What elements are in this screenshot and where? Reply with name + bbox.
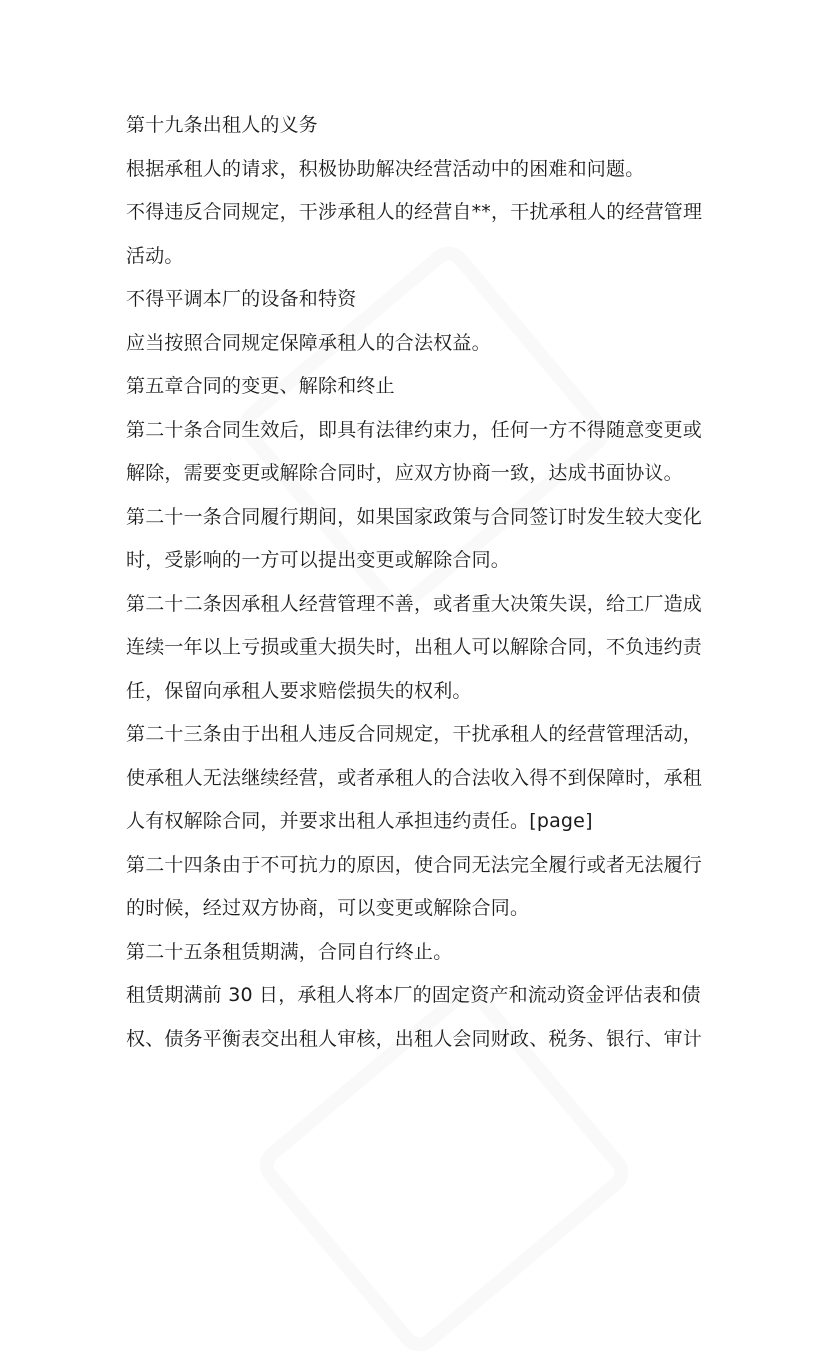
article-25-line: 第二十五条租赁期满，合同自行终止。 <box>126 940 453 963</box>
paragraph-line: 租赁期满前 30 日，承租人将本厂的固定资产和流动资金评估表和债 <box>126 984 701 1006</box>
paragraph-line: 不得平调本厂的设备和特资 <box>126 288 357 310</box>
article-22-line: 第二十二条因承租人经营管理不善，或者重大决策失误，给工厂造成 <box>126 592 703 615</box>
article-19-heading: 第十九条出租人的义务 <box>126 114 319 136</box>
paragraph-line: 的时候，经过双方协商，可以变更或解除合同。 <box>126 897 530 919</box>
article-23-line: 第二十三条由于出租人违反合同规定，干扰承租人的经营管理活动， <box>126 723 703 745</box>
article-24-line: 第二十四条由于不可抗力的原因，使合同无法完全履行或者无法履行 <box>126 853 703 876</box>
paragraph-line: 活动。 <box>126 244 184 267</box>
paragraph-line: 权、债务平衡表交出租人审核，出租人会同财政、税务、银行、审计 <box>126 1027 703 1050</box>
paragraph-line: 使承租人无法继续经营，或者承租人的合法收入得不到保障时，承租 <box>126 766 703 789</box>
chapter-5-heading: 第五章合同的变更、解除和终止 <box>126 375 395 397</box>
paragraph-line: 人有权解除合同，并要求出租人承担违约责任。[page] <box>126 810 593 832</box>
paragraph-line: 不得违反合同规定，干涉承租人的经营自**，干扰承租人的经营管理 <box>126 201 703 223</box>
paragraph-line: 连续一年以上亏损或重大损失时，出租人可以解除合同，不负违约责 <box>126 636 703 658</box>
article-21-line: 第二十一条合同履行期间，如果国家政策与合同签订时发生较大变化 <box>126 505 703 528</box>
paragraph-line: 根据承租人的请求，积极协助解决经营活动中的困难和问题。 <box>126 157 645 180</box>
paragraph-line: 应当按照合同规定保障承租人的合法权益。 <box>126 331 491 354</box>
document-body <box>126 104 716 1061</box>
paragraph-line: 时，受影响的一方可以提出变更或解除合同。 <box>126 549 511 571</box>
paragraph-line: 任，保留向承租人要求赔偿损失的权利。 <box>126 679 472 702</box>
article-20-line: 第二十条合同生效后，即具有法律约束力，任何一方不得随意变更或 <box>126 418 703 441</box>
paragraph-line: 解除，需要变更或解除合同时，应双方协商一致，达成书面协议。 <box>126 462 683 484</box>
